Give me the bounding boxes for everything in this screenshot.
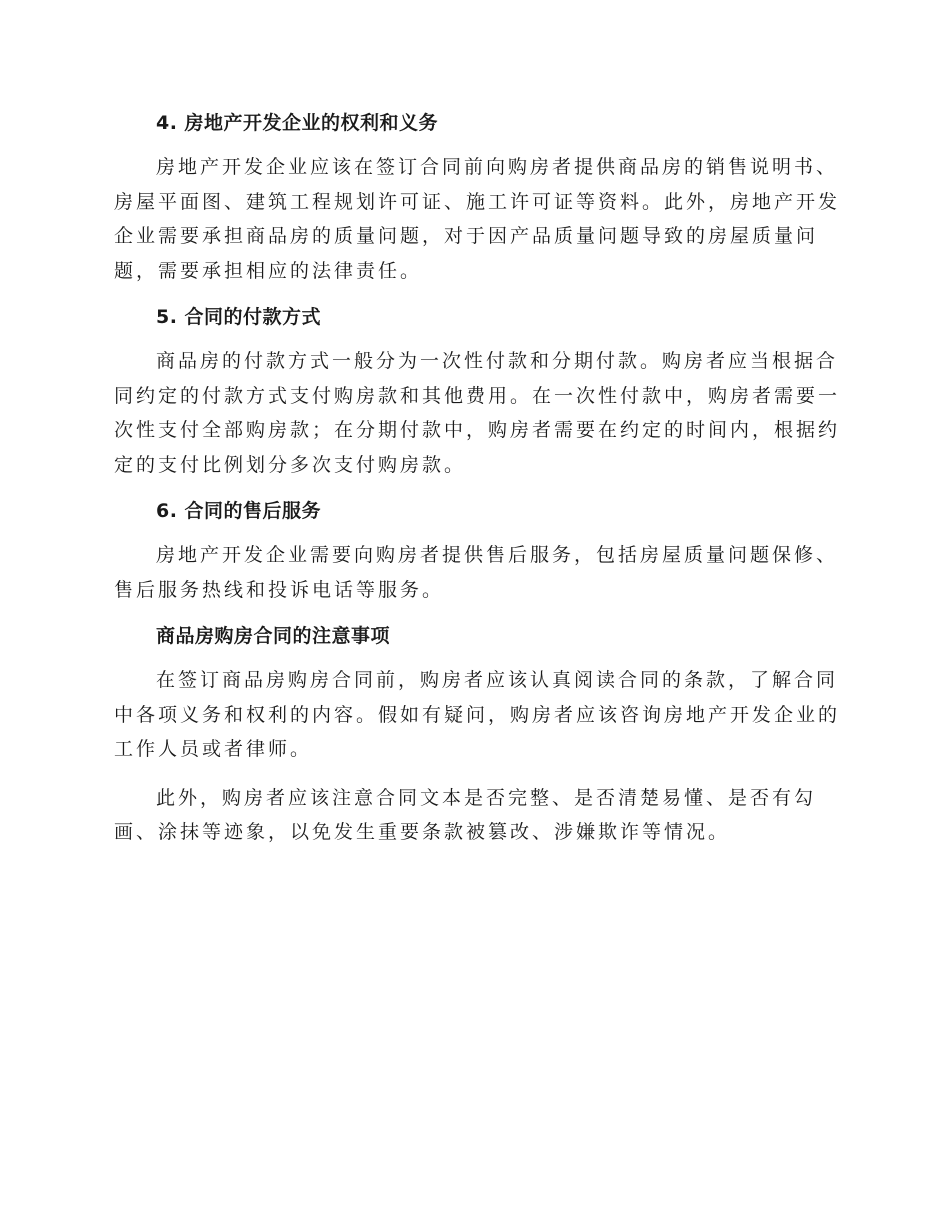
paragraph-line: 在签订商品房购房合同前，购房者应该认真阅读合同的条款，了解合同 bbox=[156, 669, 839, 691]
section-heading-notes: 商品房购房合同的注意事项 bbox=[156, 625, 391, 647]
section-4-paragraph bbox=[114, 150, 841, 288]
paragraph-line: 房地产开发企业需要向购房者提供售后服务，包括房屋质量问题保修、 bbox=[156, 544, 839, 566]
paragraph-line: 此外，购房者应该注意合同文本是否完整、是否清楚易懂、是否有勾 bbox=[156, 786, 817, 809]
paragraph-line: 售后服务热线和投诉电话等服务。 bbox=[114, 578, 445, 601]
paragraph-line: 画、涂抹等迹象，以免发生重要条款被篡改、涉嫌欺诈等情况。 bbox=[114, 821, 731, 843]
paragraph-line: 房屋平面图、建筑工程规划许可证、施工许可证等资料。此外，房地产开发 bbox=[114, 190, 841, 213]
paragraph-line: 工作人员或者律师。 bbox=[114, 738, 313, 760]
paragraph-line: 题，需要承担相应的法律责任。 bbox=[114, 259, 423, 282]
paragraph-line: 定的支付比例划分多次支付购房款。 bbox=[114, 453, 467, 476]
section-5-paragraph bbox=[114, 344, 841, 482]
section-6-paragraph bbox=[114, 538, 839, 607]
notes-paragraph-1 bbox=[114, 663, 841, 767]
notes-paragraph-2 bbox=[114, 781, 836, 850]
paragraph-line: 商品房的付款方式一般分为一次性付款和分期付款。购房者应当根据合 bbox=[156, 350, 839, 372]
section-heading-5: 5. 合同的付款方式 bbox=[156, 306, 322, 328]
paragraph-line: 中各项义务和权利的内容。假如有疑问，购房者应该咨询房地产开发企业的 bbox=[114, 703, 841, 726]
section-heading-4: 4. 房地产开发企业的权利和义务 bbox=[156, 112, 439, 134]
paragraph-line: 房地产开发企业应该在签订合同前向购房者提供商品房的销售说明书、 bbox=[156, 156, 839, 178]
paragraph-line: 次性支付全部购房款；在分期付款中，购房者需要在约定的时间内，根据约 bbox=[114, 419, 841, 441]
paragraph-line: 企业需要承担商品房的质量问题，对于因产品质量问题导致的房屋质量问 bbox=[114, 225, 819, 247]
section-heading-6: 6. 合同的售后服务 bbox=[156, 500, 322, 522]
paragraph-line: 同约定的付款方式支付购房款和其他费用。在一次性付款中，购房者需要一 bbox=[114, 384, 841, 407]
document-page bbox=[114, 108, 841, 864]
